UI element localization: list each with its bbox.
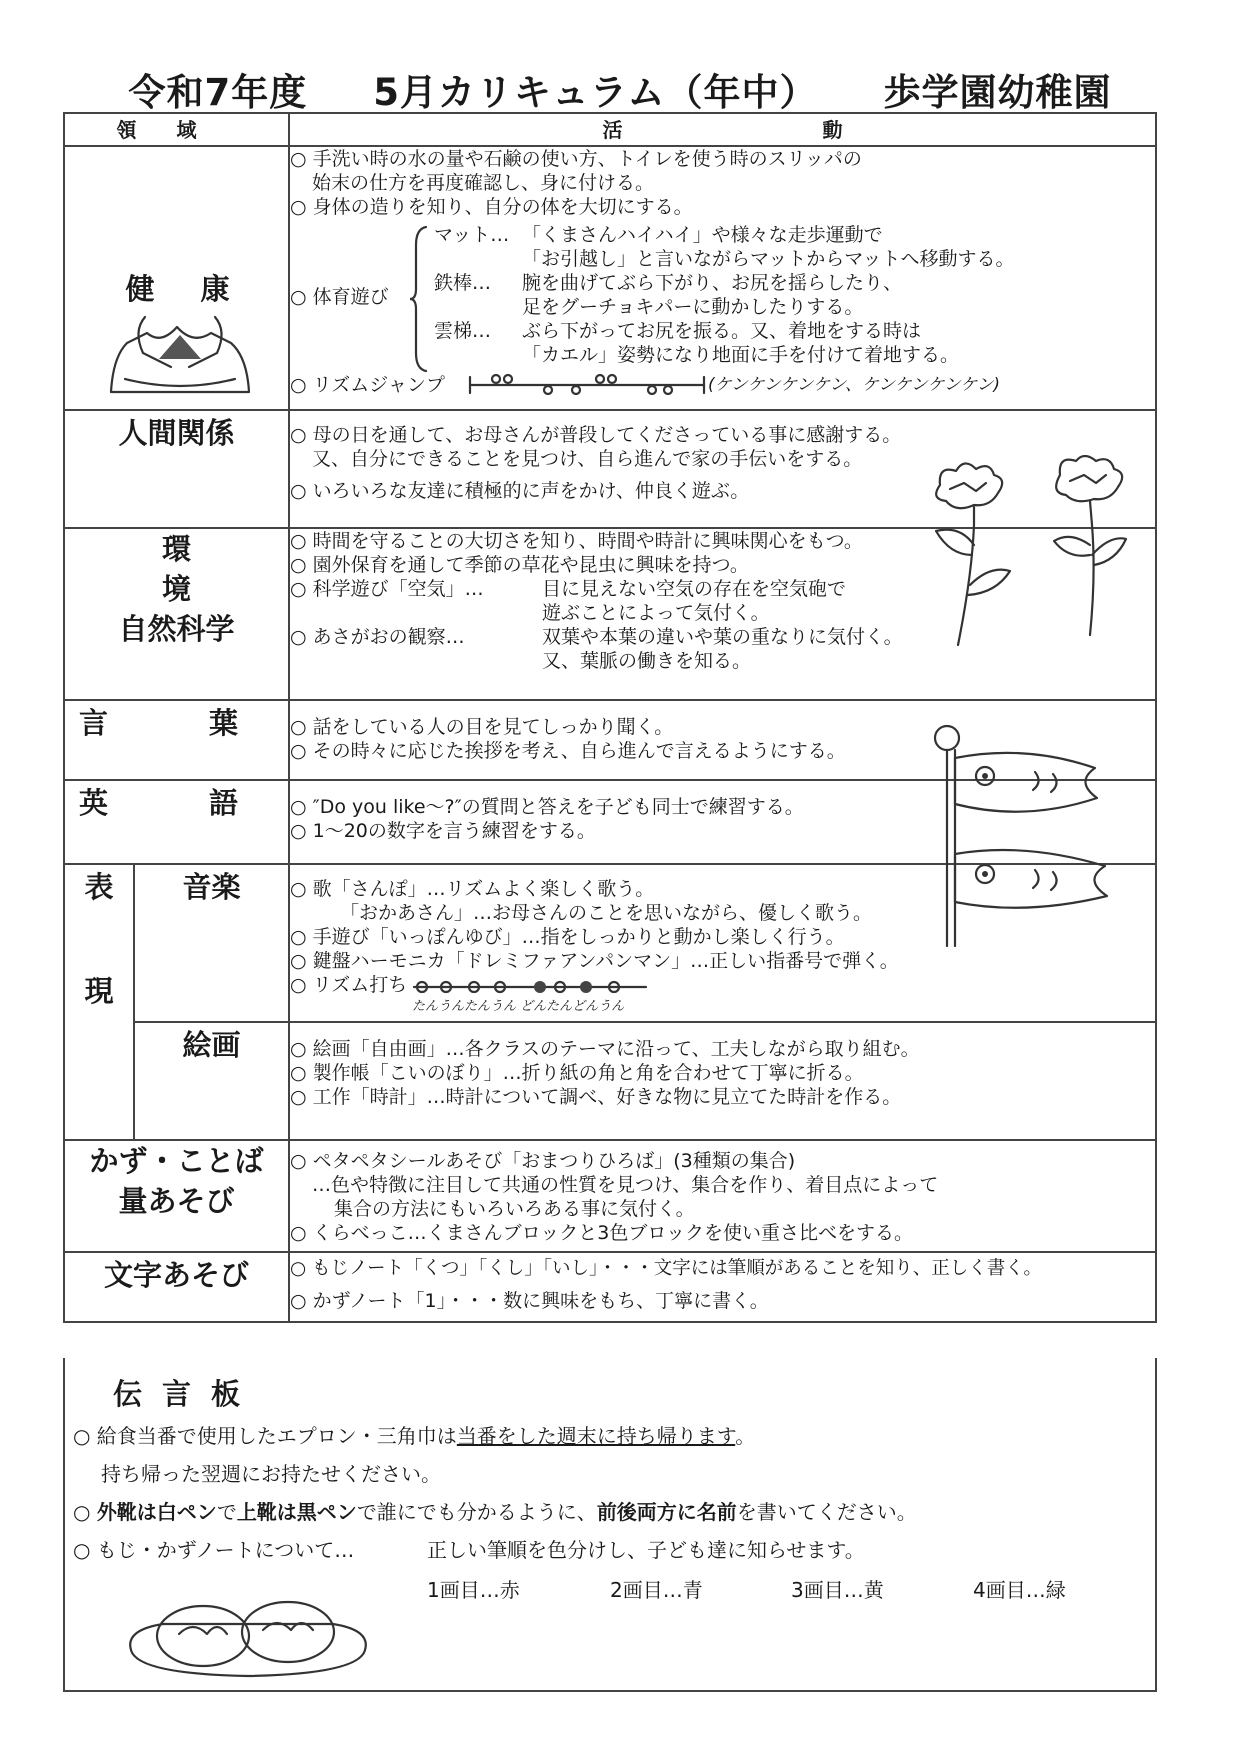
area-hyougen-2: 現 [84,974,114,1008]
text-line: ○ 絵画「自由画」…各クラスのテーマに沿って、工夫しながら取り組む。 [290,1038,920,1060]
taiiku-text: ぶら下がってお尻を振る。又、着地をする時は [522,320,922,342]
row-kaiga [64,1022,1156,1140]
text-line: 「おかあさん」…お母さんのことを思いながら、優しく歌う。 [340,902,873,924]
message-text: で [216,1500,237,1524]
text-line: ○ 手遊び「いっぽんゆび」…指をしっかりと動かし楽しく行う。 [290,926,845,948]
stroke-color-4: 4画目…緑 [973,1578,1066,1602]
message-bold: 上靴は黒ペン [236,1500,357,1524]
taiiku-text: 「お引越し」と言いながらマットからマットへ移動する。 [522,248,1015,270]
page-title [0,62,1240,116]
text-line: ○ 園外保育を通して季節の草花や昆虫に興味を持つ。 [290,554,749,576]
message-line-4a: ○ もじ・かずノートについて… [73,1538,355,1562]
text-line: ○ いろいろな友達に積極的に声をかけ、仲良く遊ぶ。 [290,480,750,502]
text-line: ○ ″Do you like～?″の質問と答えを子ども同士で練習する。 [290,796,804,818]
stroke-color-1: 1画目…赤 [427,1578,520,1602]
text-line: ○ ペタペタシールあそび「おまつりひろば」(3種類の集合) [290,1150,796,1172]
rhythm-jump-note: (ケンケンケンケン、ケンケンケンケン) [708,375,1001,395]
area-ningen: 人間関係 [64,410,289,528]
message-bold: 前後両方に名前 [596,1500,737,1524]
sci-item: ○ 科学遊び「空気」… [290,578,484,600]
area-hyougen [64,864,134,1140]
rhythm-uchi-label: ○ リズム打ち [290,974,408,996]
text-line: ○ 母の日を通して、お母さんが普段してくださっている事に感謝する。 [290,424,902,446]
message-board-title: 伝言板 [113,1377,261,1411]
rhythm-notes-icon [410,975,650,997]
message-text: で誰にでも分かるように、 [356,1500,597,1524]
title-school: 歩学園幼稚園 [883,71,1112,114]
activities-kazu [289,1140,1156,1252]
rhythm-uchi [290,973,1155,1013]
sci-item: ○ あさがおの観察… [290,626,465,648]
carnation-flowers-icon [920,455,1135,655]
table-header [64,113,1156,146]
taiiku-text: 腕を曲げてぶら下がり、お尻を揺らしたり、 [522,272,903,294]
rhythm-circles-icon [468,373,708,395]
curriculum-table [63,112,1157,1323]
taiiku-text: 「カエル」姿勢になり地面に手を付けて着地する。 [522,344,960,366]
message-bold: 外靴は白ペン [96,1500,217,1524]
area-kotoba: 言 葉 [64,700,289,780]
row-moji [64,1252,1156,1322]
title-year: 令和7年度 [128,71,308,114]
activities-moji [289,1252,1156,1322]
taiiku-text: 「くまさんハイハイ」や様々な走歩運動で [522,224,883,246]
message-board [63,1358,1157,1692]
message-text: ○ 給食当番で使用したエプロン・三角巾は [73,1424,457,1448]
message-line-3 [73,1496,917,1525]
area-kankyou [64,528,301,700]
text-line: 集合の方法にもいろいろある事に気付く。 [334,1198,695,1220]
koinobori-carp-streamer-icon [925,724,1130,949]
text-line: ○ その時々に応じた挨拶を考え、自ら進んで言えるようにする。 [290,740,846,762]
text-line: ○ 歌「さんぽ」…リズムよく楽しく歌う。 [290,878,655,900]
title-month: 5月カリキュラム（年中） [373,71,818,114]
text-line: ○ くらべっこ…くまさんブロックと3色ブロックを使い重さ比べをする。 [290,1222,913,1244]
sci-text: 又、葉脈の働きを知る。 [542,650,752,672]
area-kaiga: 絵画 [134,1022,289,1140]
area-ongaku: 音楽 [134,864,289,1022]
area-moji: 文字あそび [64,1252,289,1322]
text-line: …色や特徴に注目して共通の性質を見つけ、集合を作り、着目点によって [312,1174,939,1196]
kabuto-helmet-icon [103,297,258,397]
area-kankyou-label: 環 境 [161,532,301,606]
taiiku-item: 雲梯… [434,320,492,342]
activities-kenkou [289,146,1156,410]
text-line: 始末の仕方を再度確認し、身に付ける。 [312,172,655,194]
sci-item [290,601,484,625]
area-kazu-label: かず・ことば [89,1144,264,1178]
stroke-color-3: 3画目…黄 [791,1578,884,1602]
text-line: ○ 工作「時計」…時計について調べ、好きな物に見立てた時計を作る。 [290,1086,902,1108]
message-line-1 [73,1420,755,1449]
text-line: ○ 1～20の数字を言う練習をする。 [290,820,596,842]
area-kenkou [64,146,289,410]
text-line: 又、自分にできることを見つけ、自ら進んで家の手伝いをする。 [312,448,863,470]
sci-text: 双葉や本葉の違いや葉の重なりに気付く。 [542,626,903,648]
message-underline: 当番をした週末に持ち帰ります [456,1424,736,1448]
area-eigo: 英 語 [64,780,289,864]
text-line: ○ もじノート「くつ」「くし」「いし」・・・文字には筆順があることを知り、正しく書く。 [290,1258,1042,1279]
brace-icon [410,225,428,373]
taiiku-block [290,223,1155,373]
text-line: ○ かずノート「1」・・・数に興味をもち、丁寧に書く。 [290,1290,769,1312]
rhythm-jump [290,373,1155,397]
text-line: ○ 鍵盤ハーモニカ「ドレミファアンパンマン」…正しい指番号で弾く。 [290,950,899,972]
area-kazu-sub: 量あそび [118,1184,235,1218]
text-line: ○ 身体の造りを知り、自分の体を大切にする。 [290,196,693,218]
text-line: ○ 時間を守ることの大切さを知り、時間や時計に興味関心をもつ。 [290,530,863,552]
rhythm-uchi-note: たんうんたんうん どんたんどんうん [412,999,625,1014]
taiiku-text: 足をグーチョキパーに動かしたりする。 [522,296,864,318]
sci-item [290,649,484,673]
rhythm-jump-label: ○ リズムジャンプ [290,374,445,396]
text-line: ○ 製作帳「こいのぼり」…折り紙の角と角を合わせて丁寧に折る。 [290,1062,864,1084]
taiiku-label: ○ 体育遊び [290,286,389,308]
activities-kaiga [289,1022,1156,1140]
row-kazu [64,1140,1156,1252]
area-kenkou-label: 健康 [125,272,276,306]
header-activity: 活動 [289,113,1156,146]
message-line-4b: 正しい筆順を色分けし、子ども達に知らせます。 [427,1538,865,1562]
message-line-2: 持ち帰った翌週にお持たせください。 [101,1462,441,1486]
text-line: ○ 話をしている人の目を見てしっかり聞く。 [290,716,674,738]
kashiwa-mochi-plate-icon [123,1590,373,1680]
stroke-color-2: 2画目…青 [610,1578,703,1602]
message-text: ○ [73,1500,97,1524]
row-kenkou [64,146,1156,410]
area-kazu [64,1140,289,1252]
message-text: 。 [735,1424,756,1448]
taiiku-texts [522,223,1014,367]
message-text: を書いてください。 [736,1500,917,1524]
header-area: 領域 [64,113,289,146]
sci-text: 遊ぶことによって気付く。 [542,602,770,624]
sci-text: 目に見えない空気の存在を空気砲で [542,578,847,600]
taiiku-item: マット… [434,224,510,246]
text-line: ○ 手洗い時の水の量や石鹸の使い方、トイレを使う時のスリッパの [290,148,862,170]
area-hyougen-1: 表 [84,870,114,904]
taiiku-item: 鉄棒… [434,272,492,294]
area-kankyou-sub: 自然科学 [118,612,235,646]
